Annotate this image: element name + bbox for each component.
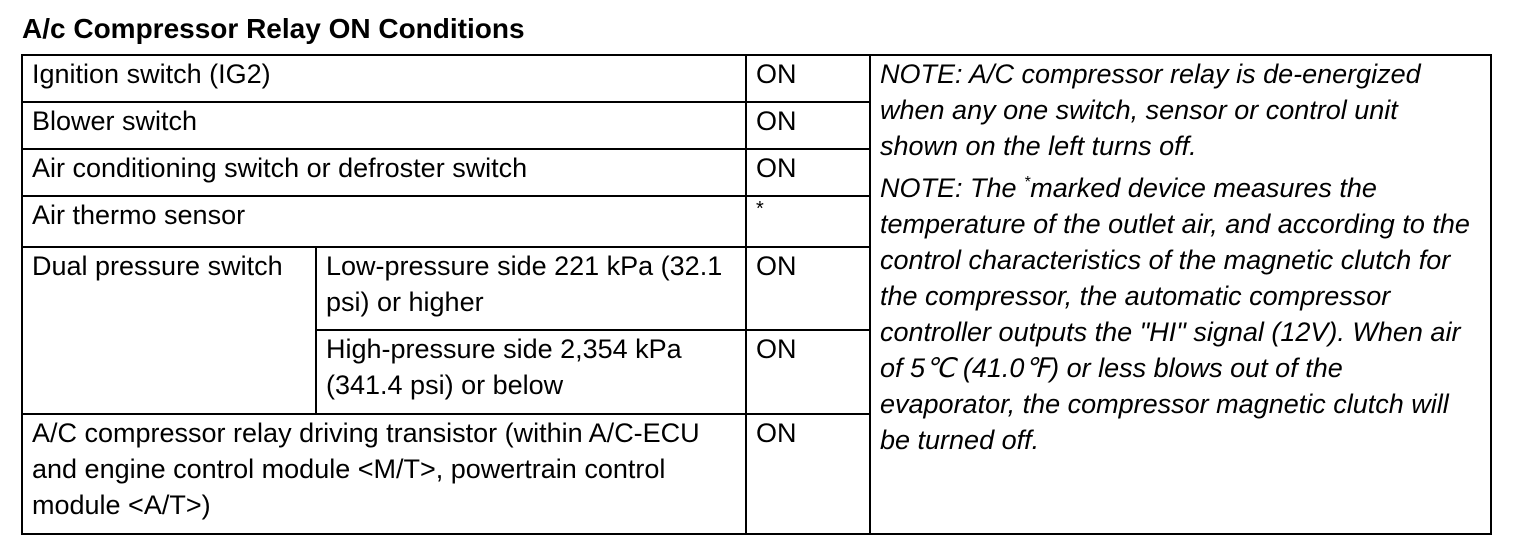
- note-text: marked device measures the temperature of the outlet air, and according to the control characteristics of the magnetic clutch for the compressor, the automatic compressor controller outputs the "HI" signal (12V). When air of 5℃ (41.0℉) or less blows out of the evaporator, the compressor magnetic clutch will be turned off.: [880, 173, 1470, 455]
- condition-label: Blower switch: [22, 102, 746, 149]
- conditions-table: [21, 54, 1492, 535]
- condition-value: ON: [746, 149, 870, 196]
- notes-cell: [870, 55, 1491, 534]
- condition-value: ON: [746, 330, 870, 414]
- condition-value: ON: [746, 55, 870, 102]
- condition-value-asterisk: *: [746, 196, 870, 247]
- sub-condition-label: Low-pressure side 221 kPa (32.1 psi) or higher: [316, 247, 746, 330]
- condition-value: ON: [746, 102, 870, 149]
- note-relay-deenergized: NOTE: A/C compressor relay is de-energized when any one switch, sensor or control unit shown on the left turns off.: [880, 59, 1421, 161]
- condition-label: Ignition switch (IG2): [22, 55, 746, 102]
- condition-value: ON: [746, 247, 870, 330]
- sub-condition-label: High-pressure side 2,354 kPa (341.4 psi) or below: [316, 330, 746, 414]
- note-marked-device: [880, 170, 1482, 458]
- condition-label: Air thermo sensor: [22, 196, 746, 247]
- condition-value: ON: [746, 414, 870, 534]
- asterisk-marker: *: [1024, 174, 1031, 191]
- condition-label: Dual pressure switch: [22, 247, 316, 414]
- table-row: [22, 55, 1491, 102]
- condition-label: A/C compressor relay driving transistor (within A/C-ECU and engine control module <M/T>, powertrain control module <A/T>): [22, 414, 746, 534]
- page-title: A/c Compressor Relay ON Conditions: [22, 13, 525, 44]
- condition-label: Air conditioning switch or defroster switch: [22, 149, 746, 196]
- note-prefix: NOTE: The: [880, 173, 1025, 203]
